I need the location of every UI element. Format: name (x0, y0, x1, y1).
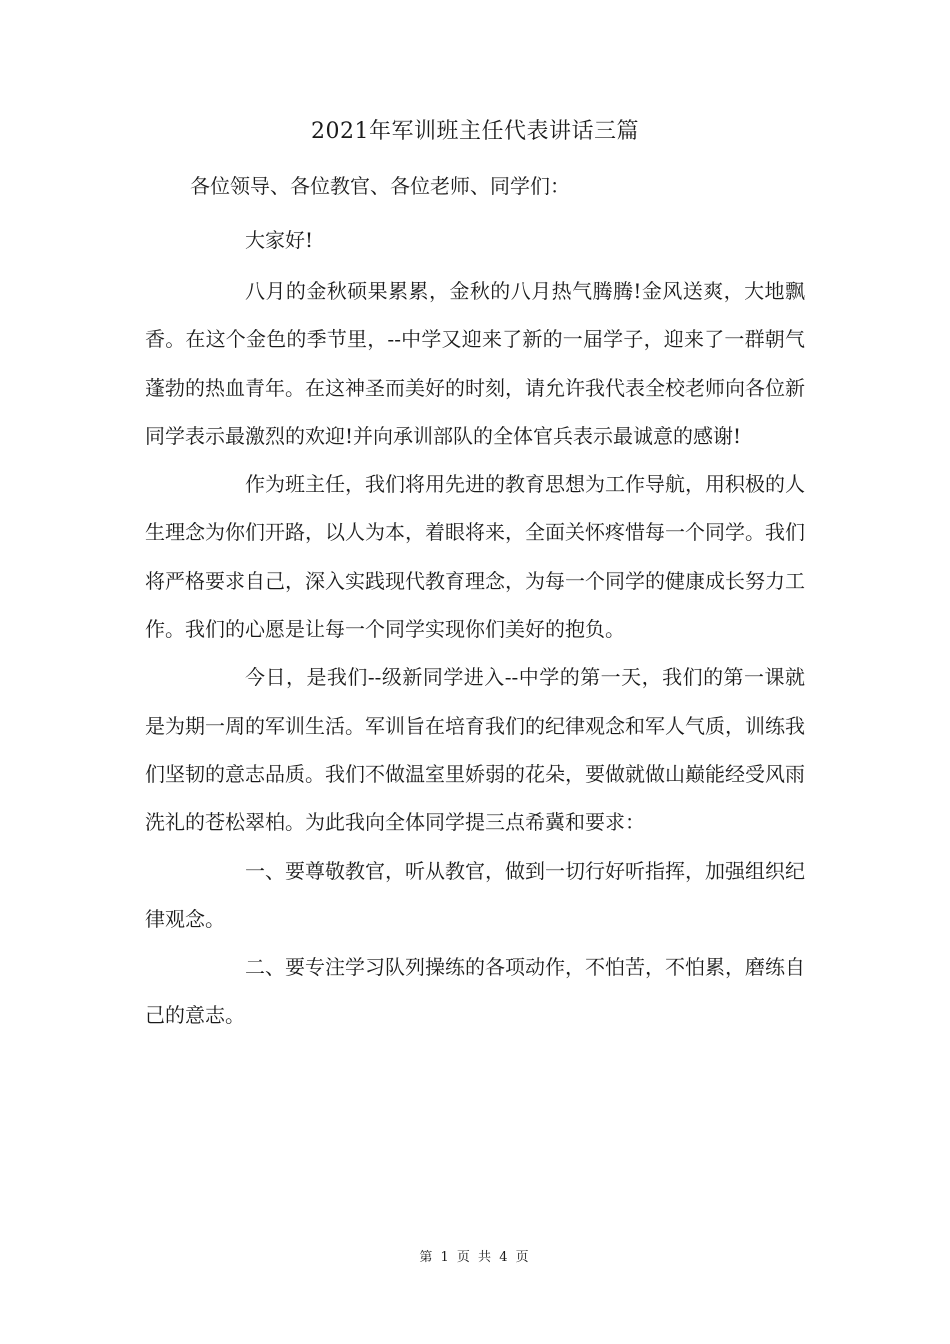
paragraph-4: 一、要尊敬教官，听从教官，做到一切行好听指挥，加强组织纪律观念。 (145, 858, 805, 931)
salutation: 各位领导、各位教官、各位老师、同学们： (190, 174, 570, 198)
greeting: 大家好! (245, 228, 314, 252)
page-footer: 第 1 页 共 4 页 (419, 1250, 531, 1265)
document-body (145, 267, 805, 1040)
paragraph-5: 二、要专注学习队列操练的各项动作，不怕苦，不怕累，磨练自己的意志。 (145, 955, 805, 1028)
paragraph-3: 今日，是我们--级新同学进入--中学的第一天，我们的第一课就是为期一周的军训生活。军训旨在培育我们的纪律观念和军人气质，训练我们坚韧的意志品质。我们不做温室里娇弱的花朵，要做就做山巅能经受风雨洗礼的苍松翠柏。为此我向全体同学提三点希冀和要求： (145, 665, 805, 835)
paragraph-1: 八月的金秋硕果累累，金秋的八月热气腾腾!金风送爽，大地飘香。在这个金色的季节里，--中学又迎来了新的一届学子，迎来了一群朝气蓬勃的热血青年。在这神圣而美好的时刻，请允许我代表全校老师向各位新同学表示最激烈的欢迎!并向承训部队的全体官兵表示最诚意的感谢! (145, 279, 805, 448)
paragraph-2: 作为班主任，我们将用先进的教育思想为工作导航，用积极的人生理念为你们开路，以人为本，着眼将来，全面关怀疼惜每一个同学。我们将严格要求自己，深入实践现代教育理念，为每一个同学的健康成长努力工作。我们的心愿是让每一个同学实现你们美好的抱负。 (145, 472, 805, 642)
document-title: 2021年军训班主任代表讲话三篇 (311, 119, 639, 144)
